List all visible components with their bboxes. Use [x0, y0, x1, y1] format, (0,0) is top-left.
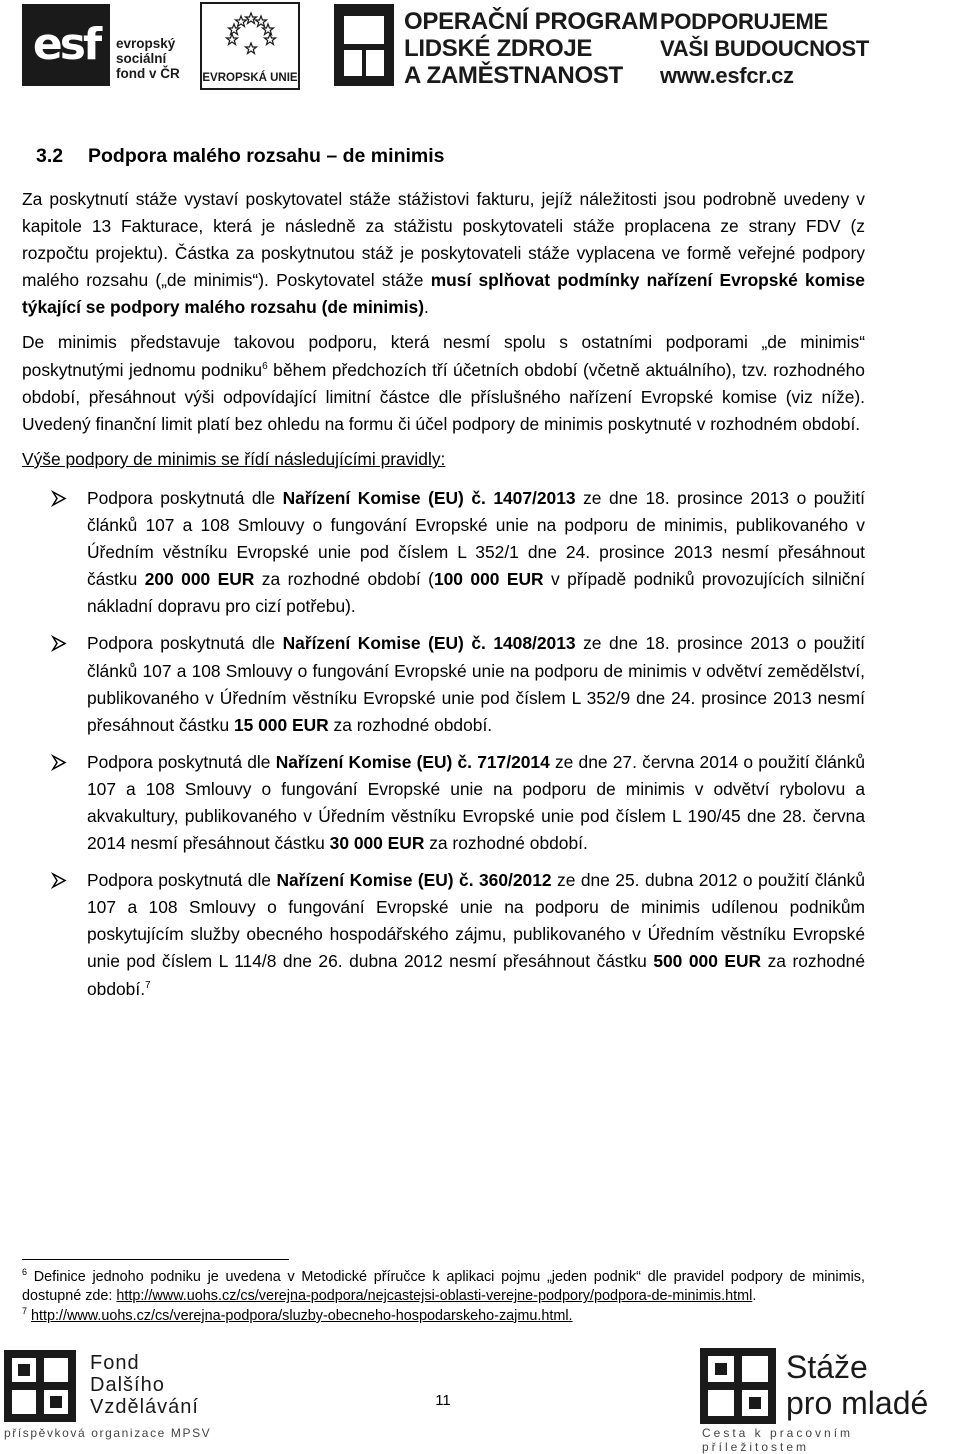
bold-text: Nařízení Komise (EU) č. 1407/2013 [282, 487, 576, 508]
bold-text: 500 000 EUR [653, 951, 762, 972]
text-span: Podpora poskytnutá dle [87, 870, 277, 891]
fdv-line: Dalšího [90, 1374, 165, 1396]
op-program-icon [334, 4, 394, 86]
paragraph-invoice [22, 186, 865, 321]
eu-label: EVROPSKÁ UNIE [202, 72, 298, 84]
footnote-number: 6 [22, 1267, 28, 1278]
staze-line: Stáže [786, 1349, 868, 1385]
bold-text: Nařízení Komise (EU) č. 1408/2013 [282, 633, 576, 654]
text-span: Za poskytnutí stáže vystaví poskytovatel stáže stážistovi fakturu, jejíž náležitosti jsou podrobně uvedeny v kapitole 13 Fakturace, která je následně za stážistu poskytovateli stáže proplacena ze strany FDV (z rozpočtu projektu). Částka za poskytnutou stáž je poskytovateli stáže vyplacena ve formě veřejné podpory malého rozsahu („de minimis“). Poskytovatel stáže [22, 189, 865, 291]
fdv-subtitle: příspěvková organizace MPSV [4, 1426, 212, 1440]
website-url: www.esfcr.cz [660, 63, 794, 88]
text-span: ze dne 27. června 2014 o použití článků 107 a 108 Smlouvy o fungování Evropské unie na podporu de minimis v odvětví rybolovu a akvakultury, publikovaného v Úředním věstníku Evropské unie pod číslem L 190/45 dne 28. června 2014 nesmí přesáhnout částku [87, 751, 866, 854]
esf-line: fond v ČR [116, 66, 180, 81]
section-heading [36, 141, 865, 171]
list-item [22, 749, 865, 857]
footnotes [22, 1268, 865, 1326]
rules-heading-text: Výše podpory de minimis se řídí následujícími pravidly: [22, 448, 446, 469]
footnote-link[interactable]: http://www.uohs.cz/cs/verejna-podpora/nejcastejsi-oblasti-verejne-podpory/podpora-de-minimis.html [116, 1288, 753, 1305]
footnote [22, 1268, 865, 1307]
staze-line: pro mladé [786, 1385, 929, 1421]
section-number: 3.2 [36, 145, 64, 167]
bold-text: 30 000 EUR [329, 833, 425, 854]
bold-text: Nařízení Komise (EU) č. 717/2014 [275, 751, 550, 772]
fdv-logo-icon [4, 1350, 76, 1422]
slogan [660, 8, 869, 89]
text-span: během předchozích tří účetních období (včetně aktuálního), tzv. rozhodného období, přesáhnout výši odpovídající limitní částce dle příslušného nařízení Evropské komise (viz níže). Uvedený finanční limit platí bez ohledu na formu či účel podpory de minimis poskytnuté v rozhodném období. [22, 359, 865, 434]
footnote-text: Definice jednoho podniku je uvedena v Metodické příručce k aplikaci pojmu „jeden podnik“ dle pravidel podpory de minimis, dostupné zde: [22, 1269, 865, 1305]
op-line: OPERAČNÍ PROGRAM [404, 8, 658, 35]
esf-logo-mark: esf [22, 4, 110, 86]
text-span: Podpora poskytnutá dle [87, 487, 283, 508]
esf-line: sociální [116, 51, 167, 66]
bold-text: Nařízení Komise (EU) č. 360/2012 [276, 870, 552, 891]
esf-logo-text [116, 36, 180, 81]
text-span: . [424, 297, 429, 318]
bold-text: 200 000 EUR [144, 569, 255, 590]
footnote [22, 1307, 865, 1326]
footnote-ref[interactable]: 6 [262, 360, 268, 372]
section-title: Podpora malého rozsahu – de minimis [88, 145, 445, 167]
op-line: A ZAMĚSTNANOST [404, 62, 623, 89]
main-content [22, 141, 865, 1013]
page-number: 11 [435, 1392, 451, 1409]
footnote-link[interactable]: http://www.uohs.cz/cs/verejna-podpora/sluzby-obecneho-hospodarskeho-zajmu.html. [31, 1307, 573, 1324]
footnote-ref[interactable]: 7 [145, 979, 151, 991]
staze-title [786, 1349, 928, 1421]
footnote-number: 7 [22, 1306, 28, 1317]
list-item [22, 485, 865, 620]
bold-text: musí splňovat podmínky nařízení Evropské komise týkající se podpory malého rozsahu (de minimis) [22, 270, 865, 318]
text-span: za rozhodné období ( [254, 569, 434, 590]
slogan-line: VAŠI BUDOUCNOST [660, 36, 869, 61]
text-span: Podpora poskytnutá dle [87, 633, 283, 654]
paragraph-de-minimis [22, 329, 865, 437]
text-span: ze dne 18. prosince 2013 o použití článků 107 a 108 Smlouvy o fungování Evropské unie na podporu de minimis v odvětví zemědělství, publikovaného v Úředním věstníku Evropské unie pod číslem L 352/9 dne 24. prosince 2013 nesmí přesáhnout částku [87, 633, 866, 735]
text-span: za rozhodné období. [424, 833, 588, 854]
text-span: Podpora poskytnutá dle [87, 751, 276, 772]
page-header [0, 0, 960, 100]
bold-text: 15 000 EUR [233, 714, 329, 735]
rules-heading [22, 446, 865, 473]
footnote-text: . [752, 1288, 757, 1305]
staze-subtitle: Cesta k pracovním příležitostem [702, 1426, 854, 1454]
bold-text: 100 000 EUR [433, 569, 544, 590]
op-line: LIDSKÉ ZDROJE [404, 35, 593, 62]
footnote-separator [22, 1259, 289, 1260]
arrow-bullet-icon [52, 636, 67, 651]
fdv-line: Vzdělávání [90, 1396, 199, 1418]
op-program-title [404, 8, 658, 89]
slogan-line: PODPORUJEME [660, 9, 828, 34]
text-span: za rozhodné období. [328, 714, 493, 735]
text-span: za rozhodné období. [87, 951, 865, 999]
text-span: ze dne 25. dubna 2012 o použití článků 107 a 108 Smlouvy o fungování Evropské unie na podporu de minimis udílenou podnikům poskytujícím služby obecného hospodářského zájmu, publikovaného v Úředním věstníku Evropské unie pod číslem L 114/8 dne 26. dubna 2012 nesmí přesáhnout částku [87, 870, 866, 972]
arrow-bullet-icon [52, 873, 67, 888]
fdv-line: Fond [90, 1352, 140, 1374]
text-span: v případě podniků provozujících silniční nákladní dopravu pro cizí potřebu). [87, 569, 865, 617]
text-span: ze dne 18. prosince 2013 o použití článků 107 a 108 Smlouvy o fungování Evropské unie na podporu de minimis, publikovaného v Úředním věstníku Evropské unie pod číslem L 352/1 dne 24. prosince 2013 nesmí přesáhnout částku [87, 487, 866, 590]
text-span: De minimis představuje takovou podporu, která nesmí spolu s ostatními podporami „de minimis“ poskytnutými jednomu podniku [22, 332, 865, 380]
eu-stars-icon [214, 10, 288, 60]
arrow-bullet-icon [52, 491, 67, 506]
rules-list [22, 485, 865, 1003]
arrow-bullet-icon [52, 755, 67, 770]
staze-logo-icon [700, 1348, 776, 1424]
list-item [22, 867, 865, 1002]
list-item [22, 630, 865, 738]
esf-line: evropský [116, 36, 176, 51]
esf-logo [22, 4, 194, 86]
eu-logo [200, 2, 300, 90]
